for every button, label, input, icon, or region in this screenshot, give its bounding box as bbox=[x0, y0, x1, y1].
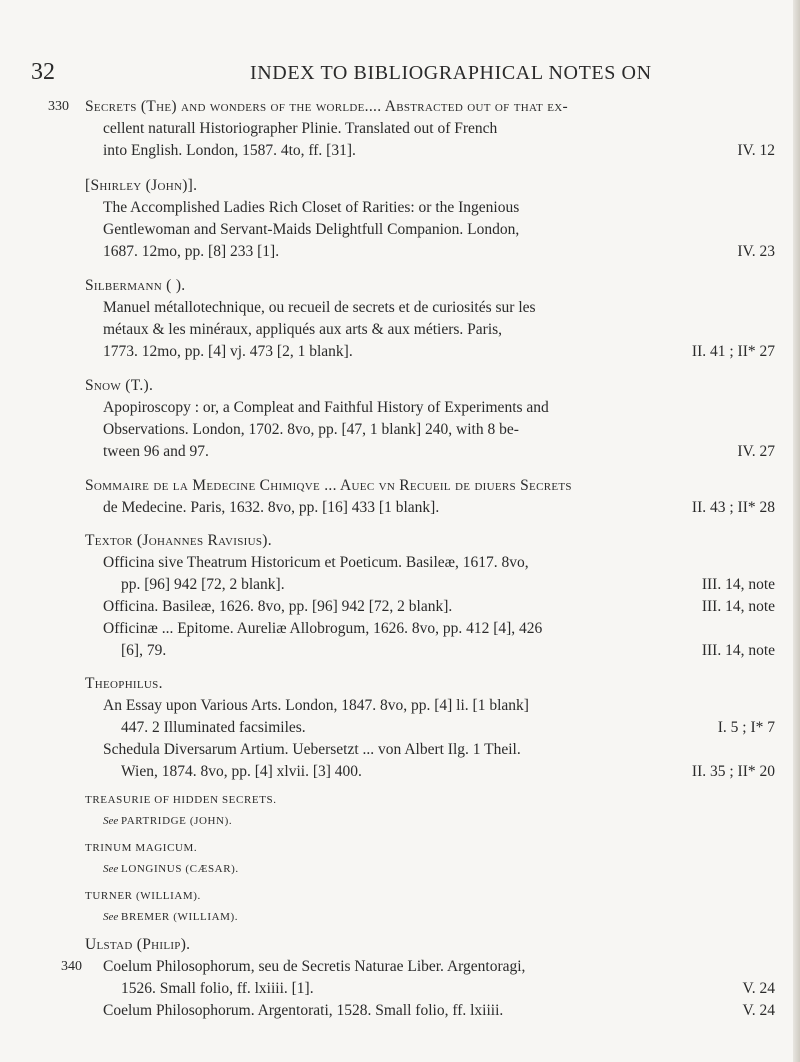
entry-trinum bbox=[85, 838, 775, 880]
page-edge bbox=[793, 0, 800, 1062]
entry-theophilus bbox=[85, 673, 775, 783]
entry-text: Wien, 1874. 8vo, pp. [4] xlvii. [3] 400. bbox=[121, 763, 362, 780]
entry-snow bbox=[85, 375, 775, 463]
page-number: 32 bbox=[31, 59, 55, 85]
entry-text: de Medecine. Paris, 1632. 8vo, pp. [16] 433 [1 blank]. bbox=[103, 499, 440, 516]
cross-reference: BREMER (WILLIAM). bbox=[121, 911, 239, 923]
entry-turner bbox=[85, 886, 775, 928]
volume-reference: III. 14, note bbox=[701, 598, 775, 615]
cross-reference: PARTRIDGE (JOHN). bbox=[121, 815, 233, 827]
entry-text: métaux & les minéraux, appliqués aux arts & aux métiers. Paris, bbox=[103, 321, 503, 338]
entry-text: 1687. 12mo, pp. [8] 233 [1]. bbox=[103, 243, 280, 260]
entry-secrets bbox=[85, 96, 775, 162]
entry-heading: Secrets (The) and wonders of the worlde.... Abstracted out of that ex- bbox=[85, 98, 568, 115]
running-head: INDEX TO BIBLIOGRAPHICAL NOTES ON bbox=[250, 62, 652, 84]
see-label: See bbox=[103, 815, 119, 827]
entry-text: Coelum Philosophorum. Argentorati, 1528. Small folio, ff. lxiiii. bbox=[103, 1002, 504, 1019]
entry-heading: Snow (T.). bbox=[85, 377, 154, 394]
entry-text: Coelum Philosophorum, seu de Secretis Naturae Liber. Argentoragi, bbox=[103, 958, 526, 975]
see-label: See bbox=[103, 911, 119, 923]
entry-text: An Essay upon Various Arts. London, 1847. 8vo, pp. [4] li. [1 blank] bbox=[103, 697, 529, 714]
entry-heading: TURNER (WILLIAM). bbox=[85, 890, 201, 902]
entry-text: Officinæ ... Epitome. Aureliæ Allobrogum, 1626. 8vo, pp. 412 [4], 426 bbox=[103, 620, 543, 637]
entry-silbermann bbox=[85, 275, 775, 363]
volume-reference: II. 43 ; II* 28 bbox=[691, 499, 775, 516]
volume-reference: II. 35 ; II* 20 bbox=[691, 763, 775, 780]
entry-text: 1526. Small folio, ff. lxiiii. [1]. bbox=[121, 980, 314, 997]
entry-text: Observations. London, 1702. 8vo, pp. [47, 1 blank] 240, with 8 be- bbox=[103, 421, 519, 438]
entry-text: into English. London, 1587. 4to, ff. [31]. bbox=[103, 142, 356, 159]
volume-reference: II. 41 ; II* 27 bbox=[691, 343, 775, 360]
entry-heading: Sommaire de la Medecine Chimiqve ... Auec vn Recueil de diuers Secrets bbox=[85, 477, 572, 494]
cross-reference: LONGINUS (CÆSAR). bbox=[121, 863, 239, 875]
entry-text: Apopiroscopy : or, a Compleat and Faithful History of Experiments and bbox=[103, 399, 549, 416]
see-label: See bbox=[103, 863, 119, 875]
volume-reference: IV. 12 bbox=[737, 142, 775, 159]
entry-treasurie bbox=[85, 790, 775, 832]
entry-heading: Theophilus. bbox=[85, 675, 163, 692]
entry-heading: Ulstad (Philip). bbox=[85, 936, 191, 953]
entry-ulstad bbox=[85, 934, 775, 1022]
volume-reference: IV. 27 bbox=[737, 443, 775, 460]
margin-number-340: 340 bbox=[61, 959, 82, 974]
entry-text: 1773. 12mo, pp. [4] vj. 473 [2, 1 blank]. bbox=[103, 343, 353, 360]
entry-text: [6], 79. bbox=[121, 642, 167, 659]
entry-textor bbox=[85, 530, 775, 662]
volume-reference: III. 14, note bbox=[701, 576, 775, 593]
margin-number-330: 330 bbox=[48, 99, 69, 114]
entry-sommaire bbox=[85, 475, 775, 519]
entry-text: Officina. Basileæ, 1626. 8vo, pp. [96] 942 [72, 2 blank]. bbox=[103, 598, 453, 615]
entry-text: cellent naturall Historiographer Plinie. Translated out of French bbox=[103, 120, 498, 137]
page-header bbox=[0, 57, 800, 91]
volume-reference: III. 14, note bbox=[701, 642, 775, 659]
entry-text: 447. 2 Illuminated facsimiles. bbox=[121, 719, 306, 736]
entry-heading: Textor (Johannes Ravisius). bbox=[85, 532, 272, 549]
entry-text: Schedula Diversarum Artium. Uebersetzt ... von Albert Ilg. 1 Theil. bbox=[103, 741, 521, 758]
volume-reference: V. 24 bbox=[742, 1002, 775, 1019]
volume-reference: I. 5 ; I* 7 bbox=[717, 719, 775, 736]
entry-text: The Accomplished Ladies Rich Closet of Rarities: or the Ingenious bbox=[103, 199, 520, 216]
entry-heading: [Shirley (John)]. bbox=[85, 177, 198, 194]
entry-shirley bbox=[85, 175, 775, 263]
entry-heading: TRINUM MAGICUM. bbox=[85, 842, 198, 854]
entry-text: tween 96 and 97. bbox=[103, 443, 209, 460]
entry-text: pp. [96] 942 [72, 2 blank]. bbox=[121, 576, 285, 593]
entry-text: Gentlewoman and Servant-Maids Delightfull Companion. London, bbox=[103, 221, 520, 238]
entry-heading: Silbermann ( ). bbox=[85, 277, 186, 294]
volume-reference: IV. 23 bbox=[737, 243, 775, 260]
entry-text: Manuel métallotechnique, ou recueil de secrets et de curiosités sur les bbox=[103, 299, 536, 316]
entry-heading: TREASURIE OF HIDDEN SECRETS. bbox=[85, 794, 277, 806]
entry-text: Officina sive Theatrum Historicum et Poeticum. Basileæ, 1617. 8vo, bbox=[103, 554, 529, 571]
volume-reference: V. 24 bbox=[742, 980, 775, 997]
